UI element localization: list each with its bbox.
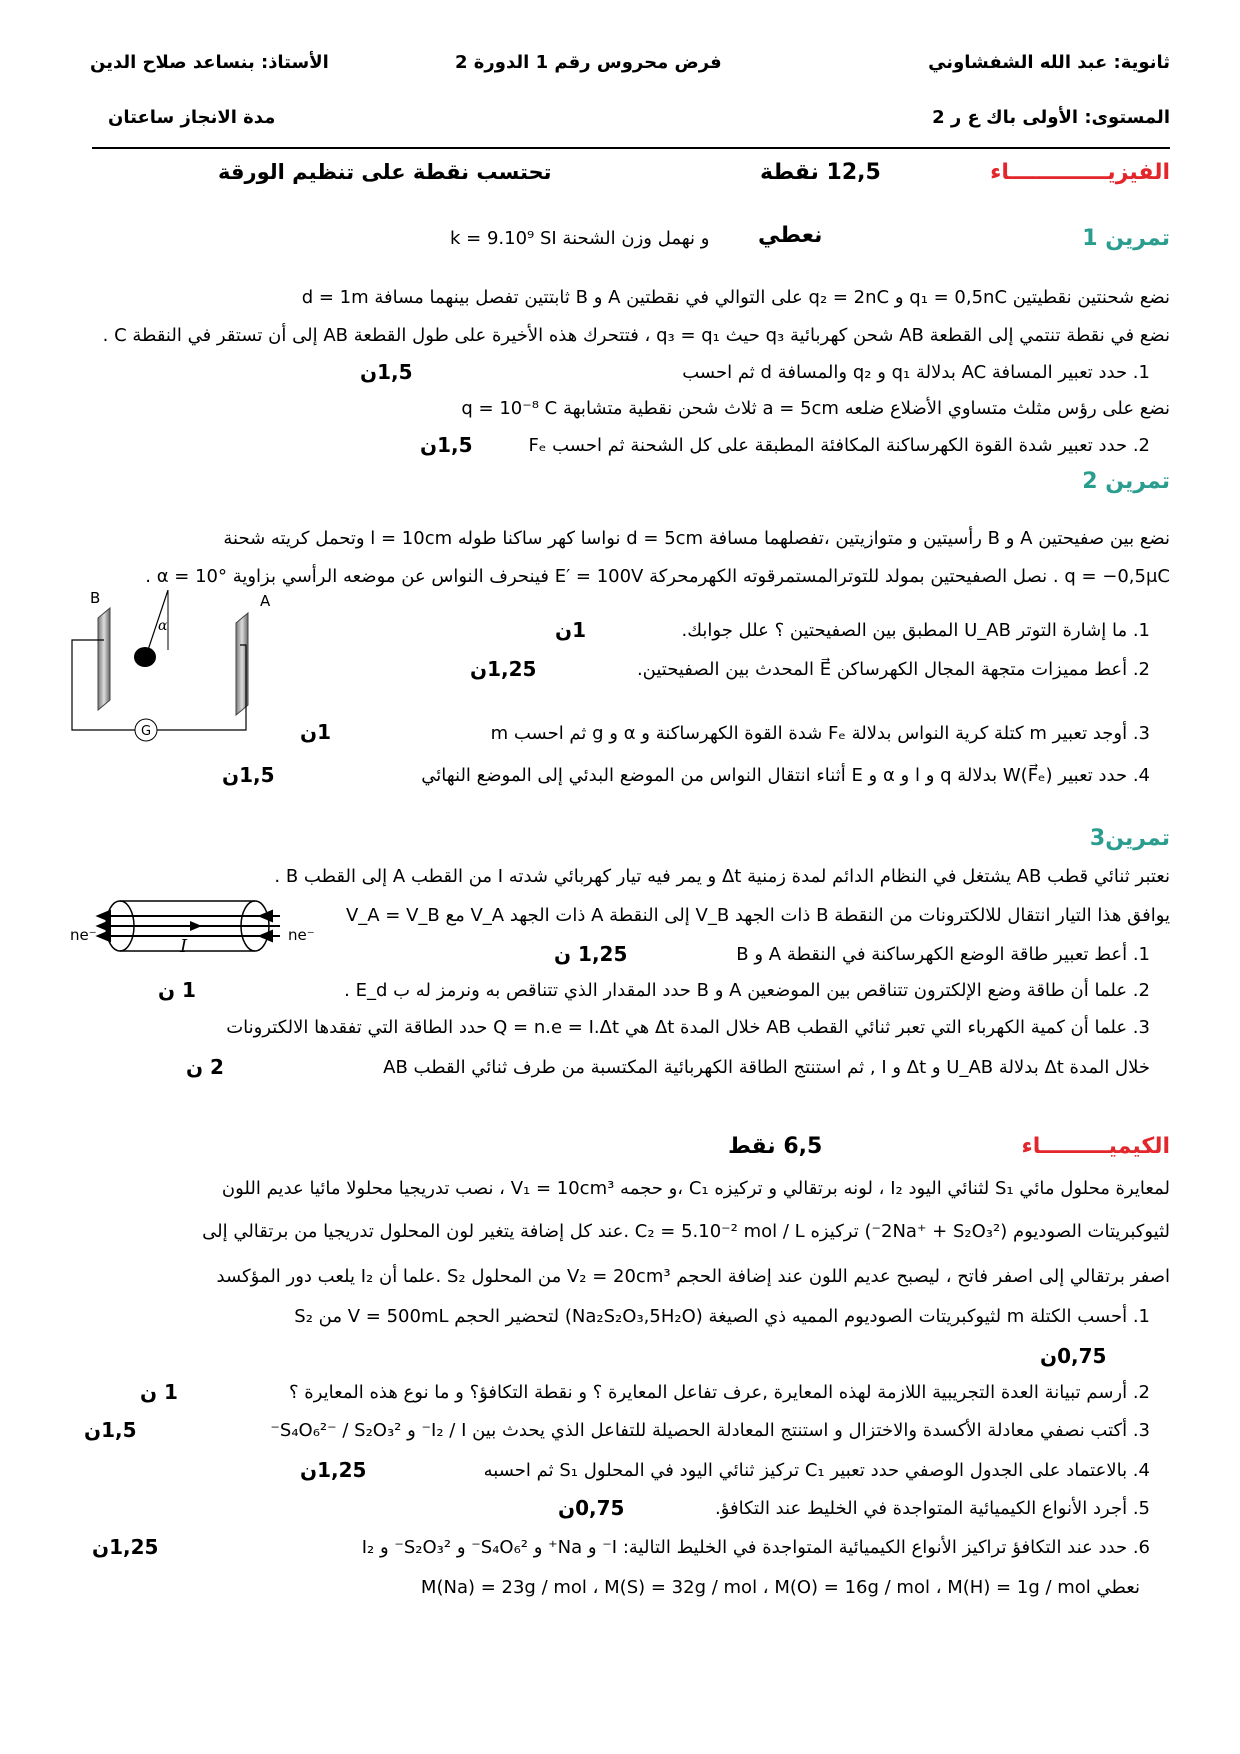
ex3-question-1: 1. أعط تعبير طاقة الوضع الكهرساكنة في النقطة A و B <box>736 944 1150 965</box>
electrons-left-label: ne⁻ <box>70 926 97 944</box>
electrons-right-label: ne⁻ <box>288 926 315 944</box>
exam-title: فرض محروس رقم 1 الدورة 2 <box>455 52 722 73</box>
physics-title: الفيزيـــــــــــــاء <box>990 160 1170 185</box>
ex2-title: تمرين 2 <box>1082 469 1170 494</box>
physics-points: 12,5 نقطة <box>760 160 881 185</box>
chemistry-points: 6,5 نقط <box>728 1134 823 1159</box>
level: المستوى: الأولى باك ع ر 2 <box>932 107 1170 128</box>
ex3-q2-points: 1 ن <box>158 978 196 1002</box>
ex2-question-1: 1. ما إشارة التوتر U_AB المطبق بين الصفيحتين ؟ علل جوابك. <box>681 620 1150 641</box>
ex1-question-1: 1. حدد تعبير المسافة AC بدلالة q₁ و q₂ والمسافة d ثم احسب <box>682 362 1150 383</box>
chem-question-4: 4. بالاعتماد على الجدول الوصفي حدد تعبير C₁ تركيز ثنائي اليود في المحلول S₁ ثم احسبه <box>483 1460 1150 1481</box>
ex1-title: تمرين 1 <box>1082 226 1170 251</box>
teacher-name: الأستاذ: بنساعد صلاح الدين <box>90 52 329 73</box>
organization-note: تحتسب نقطة على تنظيم الورقة <box>218 160 552 184</box>
ex2-paragraph-2: q = −0,5μC . نصل الصفيحتين بمولد للتوترالمستمرقوته الكهرمحركة E′ = 100V فينحرف النواس عن موضعه الرأسي بزاوية α = 10° . <box>145 566 1170 587</box>
chem-paragraph-3: اصفر برتقالي إلى اصفر فاتح ، ليصبح عديم اللون عند إضافة الحجم V₂ = 20cm³ من المحلول S₂ .علما أن I₂ يلعب دور المؤكسد <box>216 1266 1170 1287</box>
ex1-paragraph-3: نضع على رؤس مثلث متساوي الأضلاع ضلعه a = 5cm ثلاث شحن نقطية متشابهة q = 10⁻⁸ C <box>461 398 1170 419</box>
duration: مدة الانجاز ساعتان <box>108 107 276 128</box>
chem-question-2: 2. أرسم تبيانة العدة التجريبية اللازمة لهذه المعايرة ,عرف تفاعل المعايرة ؟ و نقطة التكافؤ؟ و ما نوع هذه المعايرة ؟ <box>289 1382 1150 1403</box>
plate-a-label: A <box>260 592 271 610</box>
ex2-q4-points: 1,5ن <box>222 763 275 787</box>
school-name: ثانوية: عبد الله الشفشاوني <box>928 52 1170 73</box>
ex2-paragraph-1: نضع بين صفيحتين A و B رأسيتين و متوازيتين ،تفصلهما مسافة d = 5cm نواسا كهر ساكنا طوله l = 10cm وتحمل كريته شحنة <box>223 528 1170 549</box>
chem-q4-points: 1,25ن <box>300 1458 367 1482</box>
chem-q1-points: 0,75ن <box>1040 1344 1107 1368</box>
ex3-paragraph-2: يوافق هذا التيار انتقال للالكترونات من النقطة B ذات الجهد V_B إلى النقطة A ذات الجهد V_A مع V_A = V_B <box>345 905 1170 926</box>
ex3-title: تمرين3 <box>1089 826 1170 851</box>
ex2-q3-points: 1ن <box>300 720 331 744</box>
ex3-q1-points: 1,25 ن <box>554 942 628 966</box>
ex1-paragraph-2: نضع في نقطة تنتمي إلى القطعة AB شحن كهربائية q₃ حيث q₃ = q₁ ، فتتحرك هذه الأخيرة على طول القطعة AB إلى أن تستقر في النقطة C . <box>102 325 1170 346</box>
ex3-question-2: 2. علما أن طاقة وضع الإلكترون تتناقص بين الموضعين A و B حدد المقدار الذي تتناقص به ونرمز له ب E_d . <box>344 980 1150 1001</box>
chem-paragraph-1: لمعايرة محلول مائي S₁ لثنائي اليود I₂ ، لونه برتقالي و تركيزه C₁ ،و حجمه V₁ = 10cm³ ، نصب تدريجيا محلولا مائيا عديم اللون <box>221 1178 1170 1199</box>
ex1-given-label: نعطي <box>758 223 823 248</box>
ex2-question-3: 3. أوجد تعبير m كتلة كرية النواس بدلالة Fₑ شدة القوة الكهرساكنة و α و g ثم احسب m <box>490 723 1150 744</box>
pendulum-ball <box>134 647 156 667</box>
ex1-q2-points: 1,5ن <box>420 433 473 457</box>
ex1-question-2: 2. حدد تعبير شدة القوة الكهرساكنة المكافئة المطبقة على كل الشحنة ثم احسب Fₑ <box>528 435 1150 456</box>
chem-given-masses: نعطي M(Na) = 23g / mol ، M(S) = 32g / mol ، M(O) = 16g / mol ، M(H) = 1g / mol <box>420 1577 1140 1598</box>
chem-question-3: 3. أكتب نصفي معادلة الأكسدة والاختزال و استنتج المعادلة الحصيلة للتفاعل الذي يحدث بين I₂ / I⁻ و S₄O₆²⁻ / S₂O₃²⁻ <box>270 1420 1150 1441</box>
ex2-q2-points: 1,25ن <box>470 657 537 681</box>
ex3-question-3a: 3. علما أن كمية الكهرباء التي تعبر ثنائي القطب AB خلال المدة Δt هي Q = n.e = I.Δt حدد الطاقة التي تفقدها الالكترونات <box>226 1017 1150 1038</box>
ex3-question-3b: خلال المدة Δt بدلالة U_AB و Δt و I , ثم استنتج الطاقة الكهربائية المكتسبة من طرف ثنائي القطب AB <box>383 1057 1150 1078</box>
chem-q6-points: 1,25ن <box>92 1535 159 1559</box>
chem-question-6: 6. حدد عند التكافؤ تراكيز الأنواع الكيميائية المتواجدة في الخليط التالية: I⁻ و Na⁺ و S₄O₆²⁻ و S₂O₃²⁻ و I₂ <box>361 1537 1150 1558</box>
ex1-paragraph-1: نضع شحنتين نقطيتين q₁ = 0,5nC و q₂ = 2nC على التوالي في نقطتين A و B ثابتتين تفصل بينهما مسافة d = 1m <box>301 287 1170 308</box>
ex2-question-4: 4. حدد تعبير W(F⃗ₑ) بدلالة q و l و α و E أثناء انتقال النواس من الموضع البدئي إلى الموضع النهائي <box>421 765 1150 786</box>
angle-label: α <box>158 618 168 634</box>
chem-q2-points: 1 ن <box>140 1380 178 1404</box>
plate-b-label: B <box>90 590 101 607</box>
chemistry-title: الكيميـــــــــاء <box>1021 1134 1170 1159</box>
pendulum-figure <box>68 590 318 760</box>
chem-question-1: 1. أحسب الكتلة m لثيوكبريتات الصوديوم المميه ذي الصيغة (Na₂S₂O₃,5H₂O) لتحضير الحجم V = 500mL من S₂ <box>294 1306 1150 1327</box>
dipole-figure <box>70 890 330 960</box>
chem-q5-points: 0,75ن <box>558 1496 625 1520</box>
chem-q3-points: 1,5ن <box>84 1418 137 1442</box>
header-divider <box>92 147 1170 149</box>
chem-paragraph-2: لثيوكبريتات الصوديوم (2Na⁺ + S₂O₃²⁻) تركيزه C₂ = 5.10⁻² mol / L .عند كل إضافة يتغير لون المحلول تدريجيا من برتقالي إلى <box>202 1221 1170 1242</box>
plate-b <box>98 608 110 710</box>
current-label: I <box>180 936 188 957</box>
ex2-question-2: 2. أعط مميزات متجهة المجال الكهرساكن E⃗ المحدث بين الصفيحتين. <box>636 659 1150 680</box>
ex2-q1-points: 1ن <box>555 618 586 642</box>
current-arrowhead <box>190 921 202 931</box>
ex3-paragraph-1: نعتبر ثنائي قطب AB يشتغل في النظام الدائم لمدة زمنية Δt و يمر فيه تيار كهربائي شدته I من القطب A إلى القطب B . <box>274 866 1170 887</box>
ex3-q3-points: 2 ن <box>186 1055 224 1079</box>
ex1-q1-points: 1,5ن <box>360 360 413 384</box>
chem-question-5: 5. أجرد الأنواع الكيميائية المتواجدة في الخليط عند التكافؤ. <box>714 1498 1150 1519</box>
ex1-given: k = 9.10⁹ SI و نهمل وزن الشحنة <box>450 228 710 249</box>
generator-label: G <box>140 724 152 739</box>
